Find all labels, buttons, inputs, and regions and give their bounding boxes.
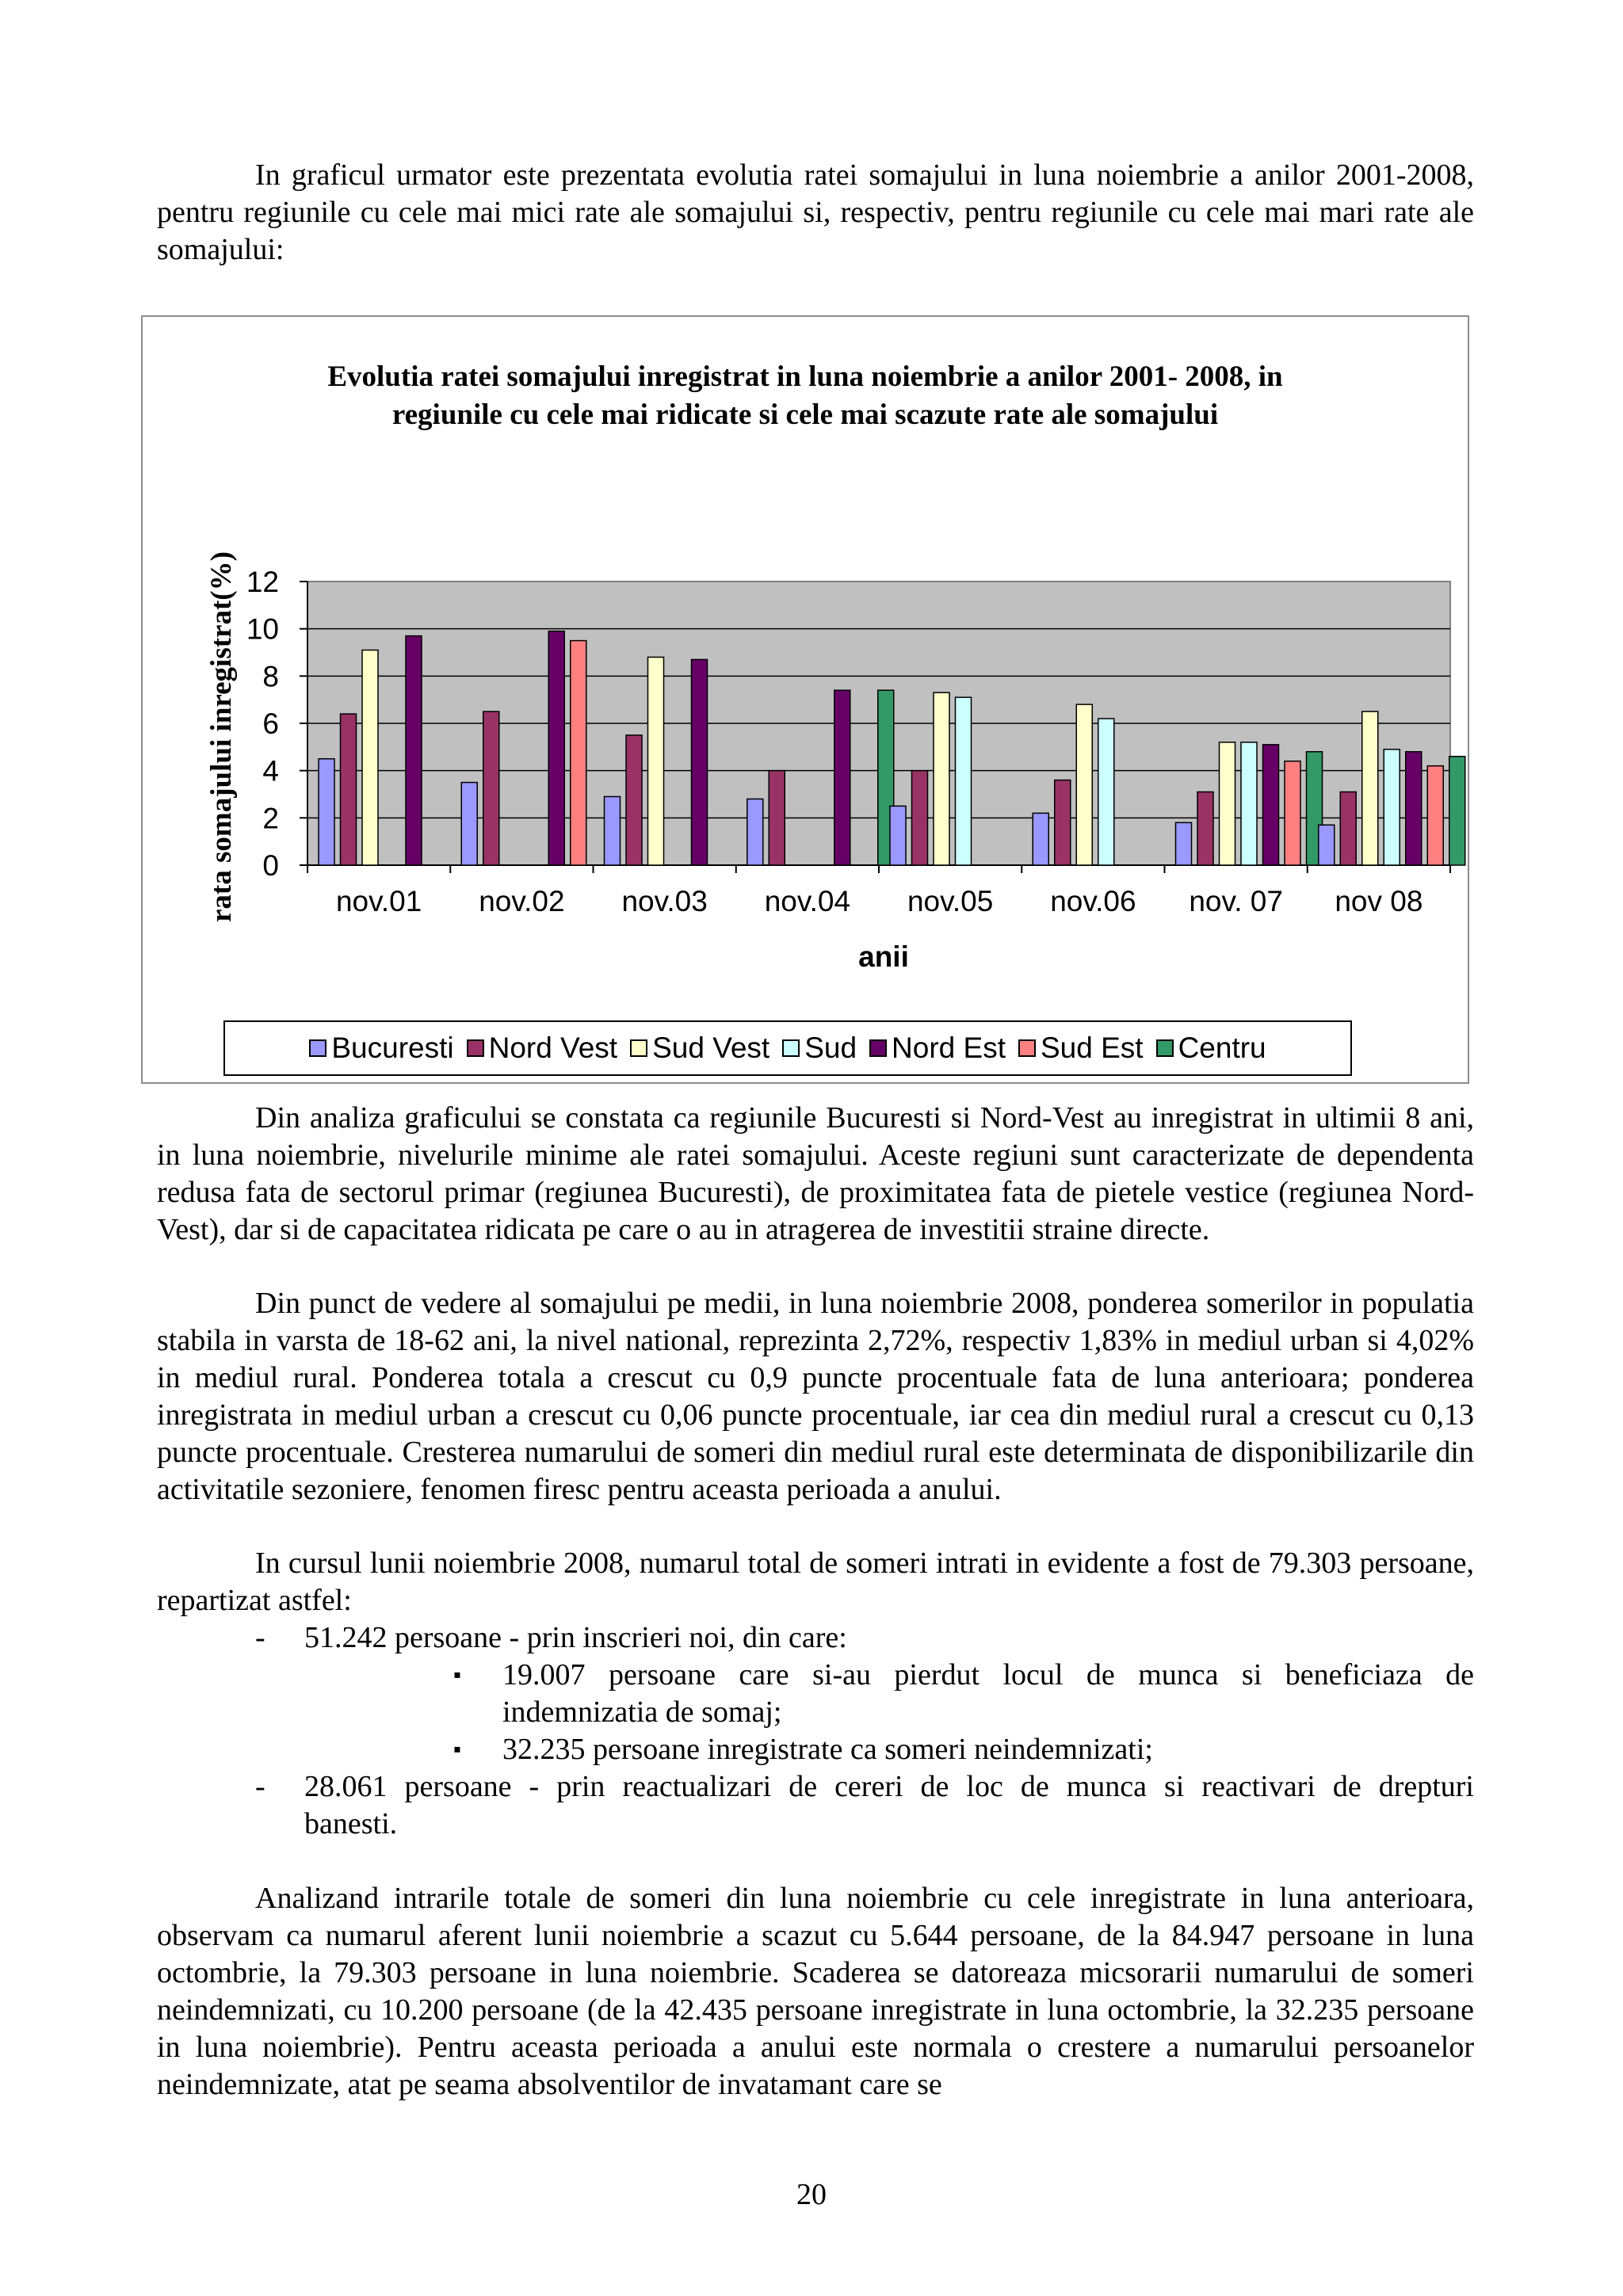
bar-nord-est — [548, 631, 564, 865]
bar-nord-est — [1263, 745, 1279, 865]
bar-nord-est — [406, 636, 422, 865]
analysis-paragraph-1: Din analiza graficului se constata ca regiunile Bucuresti si Nord-Vest au inregistrat in ultimii 8 ani, in luna noiembrie, nivelurile minime ale ratei somajului. Aceste regiuni sunt caracterizate de dependenta redusa fata de sectorul primar (regiunea Bucuresti), de proximitatea fata de pietele vestice (regiunea Nord-Vest), dar si de capacitatea ridicata pe care o au in atragerea de investitii straine directe. — [157, 1101, 1474, 1246]
legend-label: Nord Vest — [488, 1032, 618, 1064]
list-subitem-1-line-1: 19.007 persoane care si-au pierdut locul de munca si beneficiaza de — [502, 1658, 1474, 1691]
list-item-new-registrations: 51.242 persoane - prin inscrieri noi, din care: — [304, 1621, 847, 1654]
legend-swatch — [1018, 1039, 1036, 1057]
bar-nord-est — [834, 690, 850, 865]
x-tick-label: nov.01 — [335, 885, 422, 917]
bar-bucuresti — [890, 806, 906, 865]
y-tick-label: 6 — [262, 707, 279, 740]
bar-bucuresti — [461, 783, 477, 865]
y-tick-label: 2 — [262, 802, 279, 835]
y-tick-label: 4 — [262, 754, 279, 788]
legend-label: Sud Est — [1040, 1032, 1144, 1064]
bar-bucuresti — [1176, 822, 1192, 865]
bar-nord-vest — [626, 735, 642, 865]
bar-sud-est — [1427, 766, 1443, 865]
y-tick-label: 10 — [246, 612, 279, 646]
legend-swatch — [467, 1039, 484, 1057]
bar-nord-vest — [769, 771, 785, 865]
bar-sud-est — [1285, 761, 1300, 865]
bar-bucuresti — [747, 799, 763, 865]
legend-label: Sud — [804, 1032, 857, 1064]
bar-bucuresti — [1319, 825, 1335, 865]
bar-nord-est — [1406, 752, 1422, 865]
list-dash-marker-2: - — [255, 1770, 265, 1803]
legend-item-centru — [1156, 1032, 1266, 1065]
bar-sud-vest — [934, 692, 949, 865]
legend-item-bucuresti — [309, 1032, 453, 1065]
bar-sud — [956, 697, 972, 865]
legend-swatch — [782, 1039, 800, 1057]
bar-nord-vest — [912, 771, 928, 865]
analysis-paragraph-4: Analizand intrarile totale de someri din luna noiembrie cu cele inregistrate in luna anterioara, observam ca numarul aferent lunii noiembrie a scazut cu 5.644 persoane, de la 84.947 persoane in luna octombrie, la 79.303 persoane in luna noiembrie. Scaderea se datoreaza micsorarii numarului de someri neindemnizati, cu 10.200 persoane (de la 42.435 persoane inregistrate in luna octombrie, la 32.235 persoane in luna noiembrie). Pentru aceasta perioada a anului este normala o crestere a numarului persoanelor neindemnizate, atat pe seama absolventilor de invatamant care se — [157, 1882, 1474, 2101]
bar-chart — [0, 0, 1623, 1030]
bar-nord-vest — [1197, 792, 1213, 865]
list-dash-marker-1: - — [255, 1621, 265, 1654]
bar-sud-vest — [1362, 711, 1378, 865]
legend-label: Nord Est — [892, 1032, 1006, 1064]
intro-paragraph: In graficul urmator este prezentata evolutia ratei somajului in luna noiembrie a anilor 2001-2008, pentru regiunile cu cele mai mici rate ale somajului si, respectiv, pentru regiunile cu cele mai mari rate ale somajului: — [157, 158, 1474, 266]
bar-sud-vest — [648, 657, 664, 865]
chart-title-line1: Evolutia ratei somajului inregistrat in luna noiembrie a anilor 2001- 2008, in — [327, 360, 1283, 393]
legend-item-nord-vest — [467, 1032, 617, 1065]
legend-label: Sud Vest — [652, 1032, 770, 1064]
page-number: 20 — [796, 2178, 827, 2211]
bar-centru — [1449, 757, 1465, 865]
y-tick-label: 0 — [262, 849, 279, 882]
y-tick-label: 12 — [246, 566, 279, 598]
bar-bucuresti — [1033, 813, 1048, 865]
legend-swatch — [630, 1039, 647, 1057]
legend-swatch — [1156, 1039, 1174, 1057]
y-tick-label: 8 — [262, 660, 279, 693]
bar-bucuresti — [605, 796, 621, 865]
legend-label: Bucuresti — [331, 1032, 454, 1064]
chart-title-line2: regiunile cu cele mai ridicate si cele mai scazute rate ale somajului — [391, 399, 1219, 431]
bar-nord-est — [692, 659, 708, 865]
bar-bucuresti — [319, 759, 334, 865]
analysis-paragraph-3: In cursul lunii noiembrie 2008, numarul total de someri intrati in evidente a fost de 79.303 persoane, repartizat astfel: — [157, 1547, 1474, 1617]
x-axis-label: anii — [858, 940, 909, 973]
x-tick-label: nov.03 — [621, 885, 708, 917]
list-square-bullet-2: ▪ — [453, 1737, 461, 1762]
list-item-reactualizations-line-1: 28.061 persoane - prin reactualizari de cereri de loc de munca si reactivari de drepturi — [304, 1770, 1474, 1803]
bar-nord-vest — [341, 714, 357, 865]
legend-item-nord-est — [869, 1032, 1006, 1065]
bar-sud — [1241, 742, 1257, 865]
legend-item-sud — [782, 1032, 857, 1065]
bar-sud — [1384, 749, 1400, 865]
legend-swatch — [309, 1039, 327, 1057]
x-tick-label: nov. 07 — [1189, 885, 1283, 917]
x-tick-label: nov.06 — [1050, 885, 1136, 917]
list-item-reactualizations-line-2: banesti. — [304, 1807, 398, 1840]
x-tick-label: nov.04 — [764, 885, 851, 917]
list-subitem-1-line-2: indemnizatia de somaj; — [502, 1695, 782, 1729]
bar-sud-vest — [1220, 742, 1235, 865]
list-square-bullet-1: ▪ — [453, 1663, 461, 1688]
bar-nord-vest — [1055, 780, 1071, 865]
legend-item-sud-est — [1018, 1032, 1144, 1065]
x-tick-label: nov 08 — [1335, 885, 1423, 917]
bar-nord-vest — [483, 711, 499, 865]
bar-sud-vest — [1076, 704, 1092, 865]
bar-sud-vest — [362, 650, 378, 865]
bar-sud-est — [571, 641, 586, 865]
x-tick-label: nov.02 — [479, 885, 565, 917]
list-subitem-2: 32.235 persoane inregistrate ca someri neindemnizati; — [502, 1733, 1153, 1766]
analysis-paragraph-2: Din punct de vedere al somajului pe medii, in luna noiembrie 2008, ponderea somerilor in populatia stabila in varsta de 18-62 ani, la nivel national, reprezinta 2,72%, respectiv 1,83% in mediul urban si 4,02% in mediul rural. Ponderea totala a crescut cu 0,9 puncte procentuale fata de luna anterioara; ponderea inregistrata in mediul urban a crescut cu 0,06 puncte procentuale, iar cea din mediul rural a crescut cu 0,13 puncte procentuale. Cresterea numarului de someri din mediul rural este determinata de disponibilizarile din activitatile sezoniere, fenomen firesc pentru aceasta perioada a anului. — [157, 1287, 1474, 1506]
x-tick-label: nov.05 — [907, 885, 994, 917]
bar-nord-vest — [1340, 792, 1356, 865]
legend-item-sud-vest — [630, 1032, 769, 1065]
chart-legend — [223, 1020, 1352, 1076]
bar-sud — [1098, 719, 1114, 865]
legend-label: Centru — [1178, 1032, 1266, 1064]
legend-swatch — [869, 1039, 887, 1057]
chart-y-axis-label: rata somajului inregistrat(%) — [205, 551, 238, 922]
